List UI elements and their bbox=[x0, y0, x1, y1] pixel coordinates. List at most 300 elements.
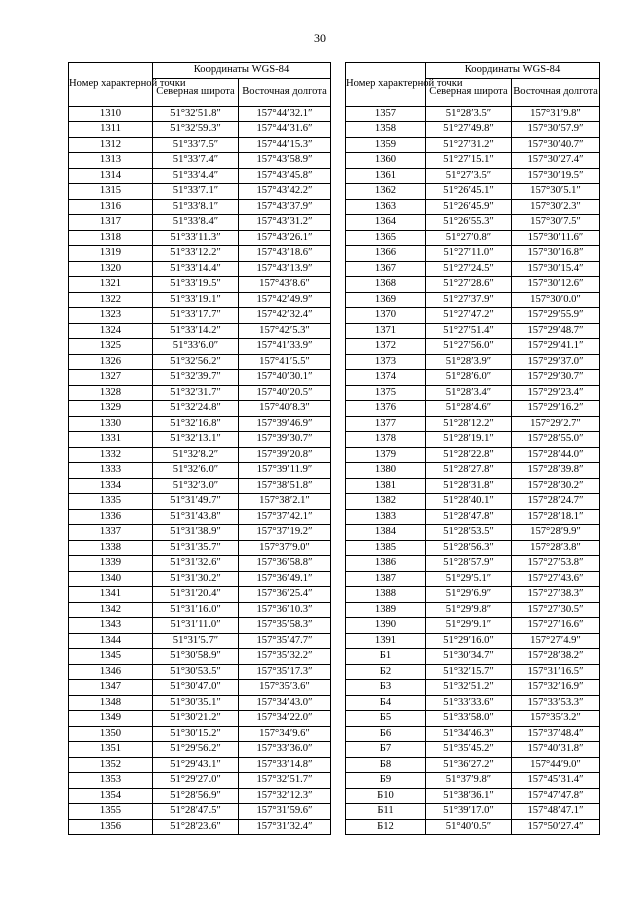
longitude-cell: 157°43′45.8″ bbox=[239, 168, 331, 184]
table-row bbox=[346, 230, 600, 246]
table-row bbox=[69, 323, 331, 339]
longitude-cell: 157°33′14.8″ bbox=[239, 757, 331, 773]
table-row bbox=[346, 773, 600, 789]
table-row bbox=[346, 711, 600, 727]
latitude-cell: 51°26′55.3″ bbox=[426, 215, 512, 231]
header-longitude: Восточная долгота bbox=[512, 78, 600, 106]
point-number-cell: 1387 bbox=[346, 571, 426, 587]
latitude-cell: 51°27′11.0″ bbox=[426, 246, 512, 262]
longitude-cell: 157°43′37.9″ bbox=[239, 199, 331, 215]
latitude-cell: 51°28′56.3″ bbox=[426, 540, 512, 556]
point-number-cell: 1335 bbox=[69, 494, 153, 510]
longitude-cell: 157°40′20.5″ bbox=[239, 385, 331, 401]
point-number-cell: 1320 bbox=[69, 261, 153, 277]
latitude-cell: 51°33′14.2″ bbox=[153, 323, 239, 339]
header-point-number: Номер характерной точки bbox=[346, 63, 426, 107]
table-row bbox=[69, 757, 331, 773]
table-row bbox=[346, 168, 600, 184]
point-number-cell: 1338 bbox=[69, 540, 153, 556]
latitude-cell: 51°28′23.6″ bbox=[153, 819, 239, 835]
table-row bbox=[346, 122, 600, 138]
latitude-cell: 51°33′12.2″ bbox=[153, 246, 239, 262]
latitude-cell: 51°28′31.8″ bbox=[426, 478, 512, 494]
longitude-cell: 157°36′10.3″ bbox=[239, 602, 331, 618]
table-row bbox=[346, 323, 600, 339]
latitude-cell: 51°26′45.1″ bbox=[426, 184, 512, 200]
table-row bbox=[346, 106, 600, 122]
longitude-cell: 157°34′9.6″ bbox=[239, 726, 331, 742]
latitude-cell: 51°30′21.2″ bbox=[153, 711, 239, 727]
point-number-cell: Б8 bbox=[346, 757, 426, 773]
table-row bbox=[346, 618, 600, 634]
table-row bbox=[69, 168, 331, 184]
point-number-cell: 1372 bbox=[346, 339, 426, 355]
latitude-cell: 51°33′17.7″ bbox=[153, 308, 239, 324]
coordinates-table-left bbox=[68, 62, 331, 835]
latitude-cell: 51°27′47.2″ bbox=[426, 308, 512, 324]
latitude-cell: 51°31′11.0″ bbox=[153, 618, 239, 634]
latitude-cell: 51°33′8.1″ bbox=[153, 199, 239, 215]
longitude-cell: 157°32′16.9″ bbox=[512, 680, 600, 696]
latitude-cell: 51°26′45.9″ bbox=[426, 199, 512, 215]
point-number-cell: 1365 bbox=[346, 230, 426, 246]
latitude-cell: 51°31′43.8″ bbox=[153, 509, 239, 525]
table-row bbox=[346, 199, 600, 215]
latitude-cell: 51°27′49.8″ bbox=[426, 122, 512, 138]
latitude-cell: 51°29′16.0″ bbox=[426, 633, 512, 649]
table-row bbox=[69, 184, 331, 200]
point-number-cell: 1369 bbox=[346, 292, 426, 308]
latitude-cell: 51°28′3.5″ bbox=[426, 106, 512, 122]
latitude-cell: 51°27′28.6″ bbox=[426, 277, 512, 293]
latitude-cell: 51°29′6.9″ bbox=[426, 587, 512, 603]
table-row bbox=[69, 339, 331, 355]
latitude-cell: 51°37′9.8″ bbox=[426, 773, 512, 789]
point-number-cell: 1336 bbox=[69, 509, 153, 525]
table-row bbox=[69, 246, 331, 262]
table-row bbox=[346, 587, 600, 603]
latitude-cell: 51°28′19.1″ bbox=[426, 432, 512, 448]
table-row bbox=[69, 308, 331, 324]
point-number-cell: 1344 bbox=[69, 633, 153, 649]
table-row bbox=[69, 540, 331, 556]
point-number-cell: 1333 bbox=[69, 463, 153, 479]
point-number-cell: 1361 bbox=[346, 168, 426, 184]
table-row bbox=[69, 525, 331, 541]
longitude-cell: 157°35′32.2″ bbox=[239, 649, 331, 665]
point-number-cell: Б3 bbox=[346, 680, 426, 696]
longitude-cell: 157°37′42.1″ bbox=[239, 509, 331, 525]
longitude-cell: 157°32′51.7″ bbox=[239, 773, 331, 789]
table-row bbox=[346, 664, 600, 680]
longitude-cell: 157°27′38.3″ bbox=[512, 587, 600, 603]
longitude-cell: 157°30′15.4″ bbox=[512, 261, 600, 277]
longitude-cell: 157°36′49.1″ bbox=[239, 571, 331, 587]
latitude-cell: 51°30′34.7″ bbox=[426, 649, 512, 665]
table-row bbox=[346, 556, 600, 572]
table-row bbox=[69, 416, 331, 432]
table-row bbox=[69, 680, 331, 696]
point-number-cell: 1378 bbox=[346, 432, 426, 448]
table-row bbox=[69, 633, 331, 649]
point-number-cell: 1329 bbox=[69, 401, 153, 417]
point-number-cell: Б12 bbox=[346, 819, 426, 835]
longitude-cell: 157°29′41.1″ bbox=[512, 339, 600, 355]
longitude-cell: 157°31′59.6″ bbox=[239, 804, 331, 820]
point-number-cell: Б5 bbox=[346, 711, 426, 727]
latitude-cell: 51°31′20.4″ bbox=[153, 587, 239, 603]
table-row bbox=[346, 494, 600, 510]
point-number-cell: Б1 bbox=[346, 649, 426, 665]
table-row bbox=[69, 726, 331, 742]
latitude-cell: 51°32′24.8″ bbox=[153, 401, 239, 417]
point-number-cell: 1325 bbox=[69, 339, 153, 355]
table-row bbox=[69, 602, 331, 618]
table-body-right bbox=[346, 106, 600, 835]
latitude-cell: 51°31′38.9″ bbox=[153, 525, 239, 541]
latitude-cell: 51°34′46.3″ bbox=[426, 726, 512, 742]
longitude-cell: 157°39′30.7″ bbox=[239, 432, 331, 448]
table-row bbox=[69, 432, 331, 448]
point-number-cell: 1317 bbox=[69, 215, 153, 231]
longitude-cell: 157°40′31.8″ bbox=[512, 742, 600, 758]
longitude-cell: 157°29′30.7″ bbox=[512, 370, 600, 386]
latitude-cell: 51°33′11.3″ bbox=[153, 230, 239, 246]
latitude-cell: 51°29′5.1″ bbox=[426, 571, 512, 587]
point-number-cell: 1370 bbox=[346, 308, 426, 324]
longitude-cell: 157°30′16.8″ bbox=[512, 246, 600, 262]
table-row bbox=[346, 819, 600, 835]
longitude-cell: 157°30′5.1″ bbox=[512, 184, 600, 200]
table-row bbox=[346, 602, 600, 618]
latitude-cell: 51°32′51.2″ bbox=[426, 680, 512, 696]
latitude-cell: 51°29′43.1″ bbox=[153, 757, 239, 773]
latitude-cell: 51°28′6.0″ bbox=[426, 370, 512, 386]
point-number-cell: 1363 bbox=[346, 199, 426, 215]
longitude-cell: 157°30′7.5″ bbox=[512, 215, 600, 231]
table-row bbox=[69, 618, 331, 634]
table-row bbox=[346, 742, 600, 758]
latitude-cell: 51°33′14.4″ bbox=[153, 261, 239, 277]
latitude-cell: 51°36′27.2″ bbox=[426, 757, 512, 773]
point-number-cell: 1388 bbox=[346, 587, 426, 603]
table-row bbox=[69, 711, 331, 727]
longitude-cell: 157°34′22.0″ bbox=[239, 711, 331, 727]
longitude-cell: 157°35′47.7″ bbox=[239, 633, 331, 649]
longitude-cell: 157°38′2.1″ bbox=[239, 494, 331, 510]
table-row bbox=[346, 525, 600, 541]
point-number-cell: 1364 bbox=[346, 215, 426, 231]
longitude-cell: 157°37′19.2″ bbox=[239, 525, 331, 541]
table-row bbox=[346, 463, 600, 479]
longitude-cell: 157°50′27.4″ bbox=[512, 819, 600, 835]
point-number-cell: 1322 bbox=[69, 292, 153, 308]
table-row bbox=[69, 137, 331, 153]
longitude-cell: 157°28′39.8″ bbox=[512, 463, 600, 479]
longitude-cell: 157°41′5.5″ bbox=[239, 354, 331, 370]
longitude-cell: 157°33′53.3″ bbox=[512, 695, 600, 711]
point-number-cell: 1360 bbox=[346, 153, 426, 169]
point-number-cell: Б11 bbox=[346, 804, 426, 820]
latitude-cell: 51°28′47.5″ bbox=[153, 804, 239, 820]
point-number-cell: 1318 bbox=[69, 230, 153, 246]
point-number-cell: Б7 bbox=[346, 742, 426, 758]
table-row bbox=[69, 664, 331, 680]
point-number-cell: 1348 bbox=[69, 695, 153, 711]
table-row bbox=[346, 370, 600, 386]
longitude-cell: 157°42′49.9″ bbox=[239, 292, 331, 308]
point-number-cell: 1383 bbox=[346, 509, 426, 525]
longitude-cell: 157°39′46.9″ bbox=[239, 416, 331, 432]
latitude-cell: 51°28′3.9″ bbox=[426, 354, 512, 370]
longitude-cell: 157°29′48.7″ bbox=[512, 323, 600, 339]
latitude-cell: 51°33′4.4″ bbox=[153, 168, 239, 184]
longitude-cell: 157°39′20.8″ bbox=[239, 447, 331, 463]
table-row bbox=[69, 106, 331, 122]
point-number-cell: 1354 bbox=[69, 788, 153, 804]
point-number-cell: 1368 bbox=[346, 277, 426, 293]
longitude-cell: 157°28′44.0″ bbox=[512, 447, 600, 463]
page-number: 30 bbox=[314, 31, 326, 45]
table-row bbox=[346, 153, 600, 169]
longitude-cell: 157°30′11.6″ bbox=[512, 230, 600, 246]
latitude-cell: 51°32′15.7″ bbox=[426, 664, 512, 680]
point-number-cell: 1328 bbox=[69, 385, 153, 401]
point-number-cell: 1358 bbox=[346, 122, 426, 138]
longitude-cell: 157°40′30.1″ bbox=[239, 370, 331, 386]
table-row bbox=[346, 788, 600, 804]
point-number-cell: 1324 bbox=[69, 323, 153, 339]
latitude-cell: 51°33′6.0″ bbox=[153, 339, 239, 355]
longitude-cell: 157°41′33.9″ bbox=[239, 339, 331, 355]
latitude-cell: 51°28′4.6″ bbox=[426, 401, 512, 417]
point-number-cell: 1373 bbox=[346, 354, 426, 370]
latitude-cell: 51°32′56.2″ bbox=[153, 354, 239, 370]
point-number-cell: Б9 bbox=[346, 773, 426, 789]
longitude-cell: 157°30′12.6″ bbox=[512, 277, 600, 293]
point-number-cell: 1377 bbox=[346, 416, 426, 432]
latitude-cell: 51°33′7.5″ bbox=[153, 137, 239, 153]
latitude-cell: 51°31′35.7″ bbox=[153, 540, 239, 556]
table-row bbox=[69, 277, 331, 293]
table-row bbox=[346, 695, 600, 711]
table-row bbox=[69, 153, 331, 169]
longitude-cell: 157°43′31.2″ bbox=[239, 215, 331, 231]
latitude-cell: 51°32′39.7″ bbox=[153, 370, 239, 386]
point-number-cell: 1331 bbox=[69, 432, 153, 448]
point-number-cell: 1353 bbox=[69, 773, 153, 789]
longitude-cell: 157°28′30.2″ bbox=[512, 478, 600, 494]
longitude-cell: 157°29′2.7″ bbox=[512, 416, 600, 432]
longitude-cell: 157°28′38.2″ bbox=[512, 649, 600, 665]
point-number-cell: 1390 bbox=[346, 618, 426, 634]
table-row bbox=[346, 509, 600, 525]
longitude-cell: 157°28′55.0″ bbox=[512, 432, 600, 448]
longitude-cell: 157°43′8.6″ bbox=[239, 277, 331, 293]
point-number-cell: 1341 bbox=[69, 587, 153, 603]
header-coordinates: Координаты WGS-84 bbox=[153, 63, 331, 79]
table-row bbox=[346, 308, 600, 324]
table-row bbox=[346, 432, 600, 448]
point-number-cell: Б6 bbox=[346, 726, 426, 742]
longitude-cell: 157°30′2.3″ bbox=[512, 199, 600, 215]
longitude-cell: 157°43′26.1″ bbox=[239, 230, 331, 246]
point-number-cell: 1312 bbox=[69, 137, 153, 153]
longitude-cell: 157°29′23.4″ bbox=[512, 385, 600, 401]
point-number-cell: 1391 bbox=[346, 633, 426, 649]
point-number-cell: 1350 bbox=[69, 726, 153, 742]
longitude-cell: 157°28′24.7″ bbox=[512, 494, 600, 510]
latitude-cell: 51°32′31.7″ bbox=[153, 385, 239, 401]
table-row bbox=[69, 773, 331, 789]
table-row bbox=[346, 540, 600, 556]
longitude-cell: 157°31′9.8″ bbox=[512, 106, 600, 122]
point-number-cell: 1321 bbox=[69, 277, 153, 293]
latitude-cell: 51°33′19.5″ bbox=[153, 277, 239, 293]
point-number-cell: 1327 bbox=[69, 370, 153, 386]
table-row bbox=[69, 354, 331, 370]
longitude-cell: 157°43′13.9″ bbox=[239, 261, 331, 277]
point-number-cell: 1385 bbox=[346, 540, 426, 556]
longitude-cell: 157°48′47.1″ bbox=[512, 804, 600, 820]
point-number-cell: Б2 bbox=[346, 664, 426, 680]
longitude-cell: 157°43′58.9″ bbox=[239, 153, 331, 169]
latitude-cell: 51°27′15.1″ bbox=[426, 153, 512, 169]
longitude-cell: 157°35′3.6″ bbox=[239, 680, 331, 696]
table-row bbox=[346, 137, 600, 153]
table-row bbox=[346, 261, 600, 277]
coordinates-table-right bbox=[345, 62, 600, 835]
point-number-cell: 1314 bbox=[69, 168, 153, 184]
longitude-cell: 157°28′18.1″ bbox=[512, 509, 600, 525]
longitude-cell: 157°44′32.1″ bbox=[239, 106, 331, 122]
table-row bbox=[69, 587, 331, 603]
table-row bbox=[69, 215, 331, 231]
latitude-cell: 51°31′49.7″ bbox=[153, 494, 239, 510]
latitude-cell: 51°33′33.6″ bbox=[426, 695, 512, 711]
latitude-cell: 51°32′59.3″ bbox=[153, 122, 239, 138]
table-row bbox=[69, 804, 331, 820]
point-number-cell: 1345 bbox=[69, 649, 153, 665]
table-row bbox=[69, 788, 331, 804]
latitude-cell: 51°31′32.6″ bbox=[153, 556, 239, 572]
point-number-cell: 1343 bbox=[69, 618, 153, 634]
point-number-cell: 1326 bbox=[69, 354, 153, 370]
table-row bbox=[346, 277, 600, 293]
longitude-cell: 157°27′4.9″ bbox=[512, 633, 600, 649]
table-row bbox=[69, 370, 331, 386]
latitude-cell: 51°27′24.5″ bbox=[426, 261, 512, 277]
latitude-cell: 51°32′8.2″ bbox=[153, 447, 239, 463]
point-number-cell: 1346 bbox=[69, 664, 153, 680]
latitude-cell: 51°28′22.8″ bbox=[426, 447, 512, 463]
header-longitude: Восточная долгота bbox=[239, 78, 331, 106]
point-number-cell: 1380 bbox=[346, 463, 426, 479]
latitude-cell: 51°31′5.7″ bbox=[153, 633, 239, 649]
point-number-cell: 1357 bbox=[346, 106, 426, 122]
longitude-cell: 157°36′58.8″ bbox=[239, 556, 331, 572]
longitude-cell: 157°36′25.4″ bbox=[239, 587, 331, 603]
latitude-cell: 51°28′56.9″ bbox=[153, 788, 239, 804]
point-number-cell: 1339 bbox=[69, 556, 153, 572]
point-number-cell: 1347 bbox=[69, 680, 153, 696]
latitude-cell: 51°33′7.1″ bbox=[153, 184, 239, 200]
latitude-cell: 51°32′3.0″ bbox=[153, 478, 239, 494]
table-row bbox=[346, 416, 600, 432]
point-number-cell: 1384 bbox=[346, 525, 426, 541]
latitude-cell: 51°33′7.4″ bbox=[153, 153, 239, 169]
table-row bbox=[346, 804, 600, 820]
longitude-cell: 157°27′16.6″ bbox=[512, 618, 600, 634]
longitude-cell: 157°43′42.2″ bbox=[239, 184, 331, 200]
longitude-cell: 157°30′27.4″ bbox=[512, 153, 600, 169]
latitude-cell: 51°27′56.0″ bbox=[426, 339, 512, 355]
longitude-cell: 157°29′16.2″ bbox=[512, 401, 600, 417]
table-row bbox=[346, 292, 600, 308]
latitude-cell: 51°30′58.9″ bbox=[153, 649, 239, 665]
point-number-cell: 1330 bbox=[69, 416, 153, 432]
table-row bbox=[69, 122, 331, 138]
latitude-cell: 51°40′0.5″ bbox=[426, 819, 512, 835]
header-latitude: Северная широта bbox=[426, 78, 512, 106]
table-row bbox=[69, 292, 331, 308]
longitude-cell: 157°30′40.7″ bbox=[512, 137, 600, 153]
table-row bbox=[69, 494, 331, 510]
point-number-cell: 1367 bbox=[346, 261, 426, 277]
longitude-cell: 157°47′47.8″ bbox=[512, 788, 600, 804]
longitude-cell: 157°27′43.6″ bbox=[512, 571, 600, 587]
longitude-cell: 157°42′32.4″ bbox=[239, 308, 331, 324]
header-latitude: Северная широта bbox=[153, 78, 239, 106]
table-row bbox=[346, 447, 600, 463]
table-row bbox=[346, 680, 600, 696]
latitude-cell: 51°39′17.0″ bbox=[426, 804, 512, 820]
point-number-cell: 1351 bbox=[69, 742, 153, 758]
longitude-cell: 157°37′9.0″ bbox=[239, 540, 331, 556]
longitude-cell: 157°34′43.0″ bbox=[239, 695, 331, 711]
point-number-cell: 1376 bbox=[346, 401, 426, 417]
table-row bbox=[346, 354, 600, 370]
latitude-cell: 51°28′40.1″ bbox=[426, 494, 512, 510]
latitude-cell: 51°27′0.8″ bbox=[426, 230, 512, 246]
longitude-cell: 157°30′0.0″ bbox=[512, 292, 600, 308]
point-number-cell: 1389 bbox=[346, 602, 426, 618]
table-row bbox=[69, 695, 331, 711]
header-coordinates: Координаты WGS-84 bbox=[426, 63, 600, 79]
longitude-cell: 157°45′31.4″ bbox=[512, 773, 600, 789]
longitude-cell: 157°44′15.3″ bbox=[239, 137, 331, 153]
latitude-cell: 51°27′37.9″ bbox=[426, 292, 512, 308]
table-row bbox=[69, 478, 331, 494]
point-number-cell: 1366 bbox=[346, 246, 426, 262]
longitude-cell: 157°35′3.2″ bbox=[512, 711, 600, 727]
point-number-cell: 1337 bbox=[69, 525, 153, 541]
table-row bbox=[69, 819, 331, 835]
longitude-cell: 157°27′53.8″ bbox=[512, 556, 600, 572]
table-row bbox=[69, 199, 331, 215]
latitude-cell: 51°31′16.0″ bbox=[153, 602, 239, 618]
latitude-cell: 51°32′6.0″ bbox=[153, 463, 239, 479]
latitude-cell: 51°28′27.8″ bbox=[426, 463, 512, 479]
point-number-cell: 1349 bbox=[69, 711, 153, 727]
latitude-cell: 51°27′3.5″ bbox=[426, 168, 512, 184]
longitude-cell: 157°44′9.0″ bbox=[512, 757, 600, 773]
point-number-cell: 1362 bbox=[346, 184, 426, 200]
latitude-cell: 51°30′15.2″ bbox=[153, 726, 239, 742]
latitude-cell: 51°29′56.2″ bbox=[153, 742, 239, 758]
longitude-cell: 157°30′57.9″ bbox=[512, 122, 600, 138]
latitude-cell: 51°28′57.9″ bbox=[426, 556, 512, 572]
